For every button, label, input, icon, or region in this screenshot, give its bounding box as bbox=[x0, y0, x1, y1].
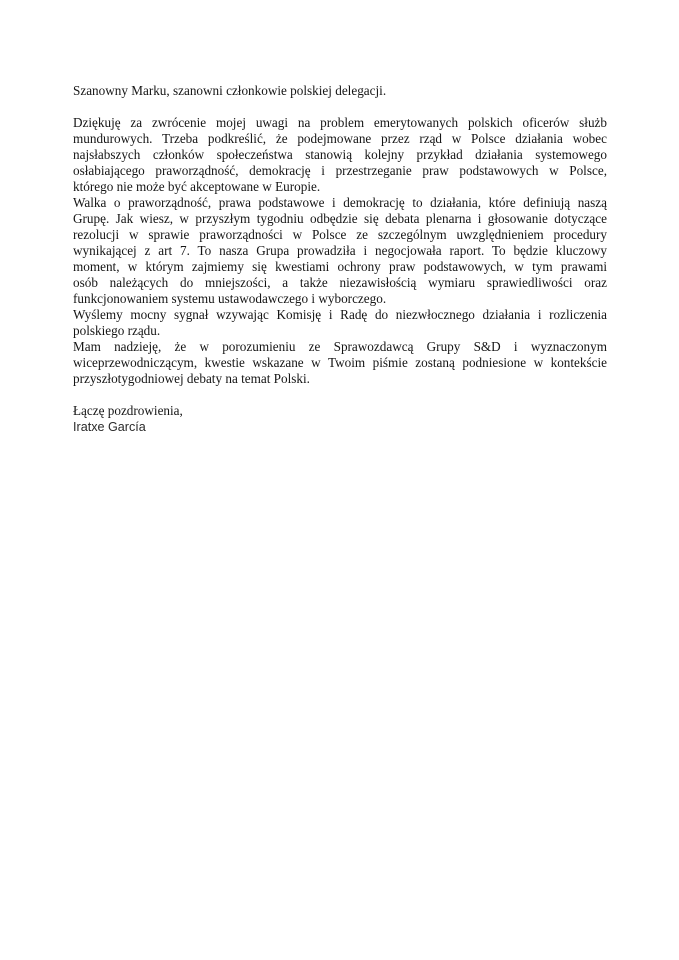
letter-line: Wyślemy mocny sygnał wzywając Komisję i Radę do niezwłocznego działania i rozliczenia bbox=[73, 307, 607, 322]
letter-line bbox=[73, 99, 607, 115]
letter-line: moment, w którym zajmiemy się kwestiami ochrony praw podstawowych, w tym prawami bbox=[73, 259, 607, 274]
letter-salutation: Szanowny Marku, szanowni członkowie polskiej delegacji. bbox=[73, 83, 387, 98]
letter-line: Walka o praworządność, prawa podstawowe i demokrację to działania, które definiują naszą bbox=[73, 195, 607, 210]
letter-closing: Łączę pozdrowienia, bbox=[73, 403, 183, 418]
letter-line: najsłabszych członków społeczeństwa stanowią kolejny przykład działania systemowego bbox=[73, 147, 607, 162]
letter-line: przyszłotygodniowej debaty na temat Polski. bbox=[73, 371, 310, 386]
letter-line: funkcjonowaniem systemu ustawodawczego i wyborczego. bbox=[73, 291, 387, 306]
letter-line: polskiego rządu. bbox=[73, 323, 161, 338]
letter-line: osób należących do mniejszości, a także niezawisłością wymiaru sprawiedliwości oraz bbox=[73, 275, 607, 290]
letter-line: Grupę. Jak wiesz, w przyszłym tygodniu odbędzie się debata plenarna i głosowanie dotyczące bbox=[73, 211, 607, 226]
letter-line bbox=[73, 387, 607, 403]
letter-line: którego nie może być akceptowane w Europie. bbox=[73, 179, 321, 194]
letter-line: wynikającej z art 7. To nasza Grupa prowadziła i negocjowała raport. To będzie kluczowy bbox=[73, 243, 607, 258]
letter-line: mundurowych. Trzeba podkreślić, że podejmowane przez rząd w Polsce działania wobec bbox=[73, 131, 607, 146]
letter-line: Mam nadzieję, że w porozumieniu ze Sprawozdawcą Grupy S&D i wyznaczonym bbox=[73, 339, 607, 354]
letter-signature: Iratxe García bbox=[73, 420, 146, 434]
letter-body bbox=[73, 83, 607, 435]
letter-line: rezolucji w sprawie praworządności w Polsce ze szczególnym uwzględnieniem procedury bbox=[73, 227, 607, 242]
letter-line: wiceprzewodniczącym, kwestie wskazane w Twoim piśmie zostaną podniesione w kontekście bbox=[73, 355, 607, 370]
letter-line: osłabiającego praworządność, demokrację i przestrzeganie praw podstawowych w Polsce, bbox=[73, 163, 607, 178]
letter-line: Dziękuję za zwrócenie mojej uwagi na problem emerytowanych polskich oficerów służb bbox=[73, 115, 607, 130]
